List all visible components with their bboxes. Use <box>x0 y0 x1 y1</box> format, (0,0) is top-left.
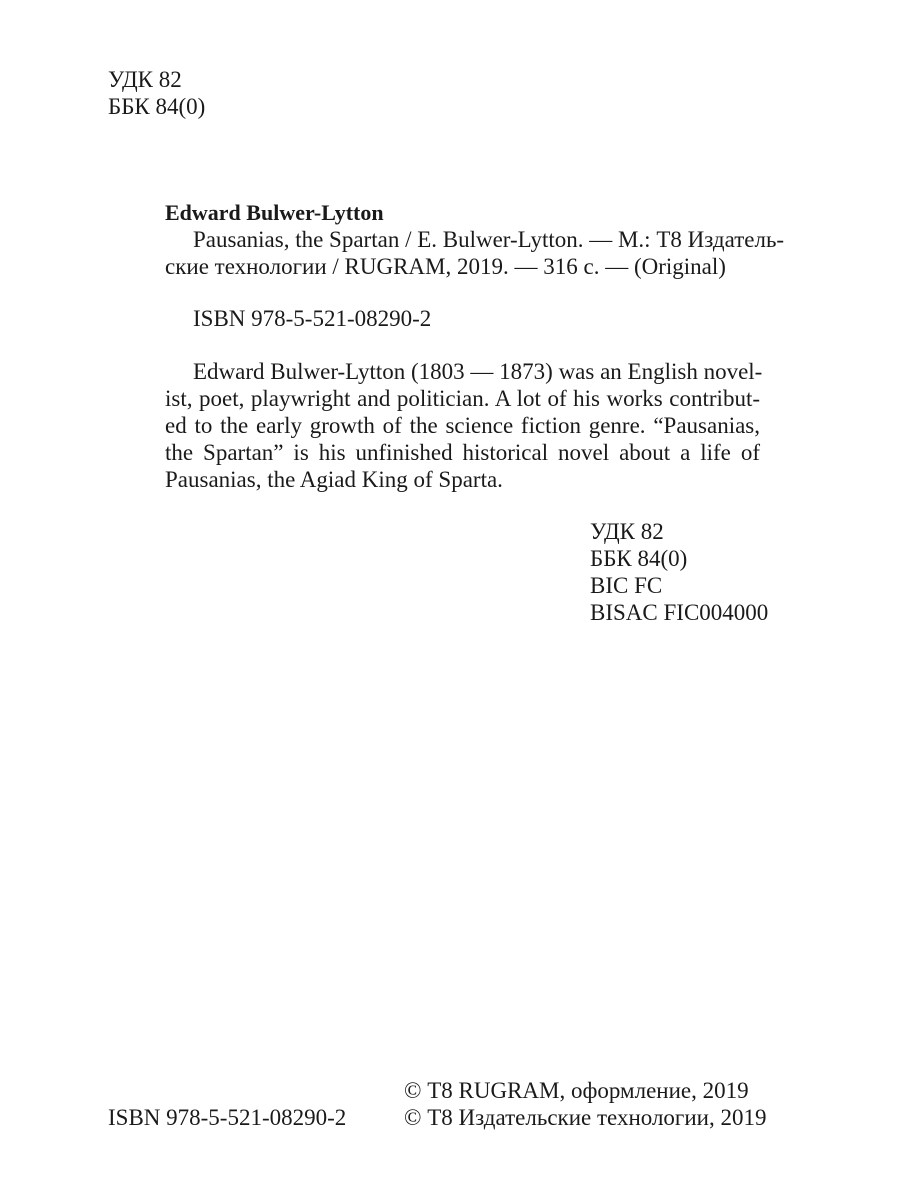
udk-code: УДК 82 <box>590 519 664 544</box>
copyright-design: © Т8 RUGRAM, оформление, 2019 <box>404 1078 749 1103</box>
annotation-line: Pausanias, the Agiad King of Sparta. <box>165 467 503 492</box>
top-classification-codes <box>108 66 205 120</box>
bibliographic-record <box>165 199 785 280</box>
annotation-line: Edward Bulwer-Lytton (1803 — 1873) was an English novel- <box>193 359 763 384</box>
bbk-code: ББК 84(0) <box>590 546 688 571</box>
bibliographic-line: ские технологии / RUGRAM, 2019. — 316 с. — (Original) <box>165 254 726 279</box>
annotation-line: ed to the early growth of the science fiction genre. “Pausanias, <box>165 413 760 438</box>
copyright-publisher: © Т8 Издательские технологии, 2019 <box>404 1105 767 1130</box>
copyright-notices <box>404 1077 767 1131</box>
author-name: Edward Bulwer-Lytton <box>165 200 384 225</box>
bic-code: BIC FC <box>590 573 663 598</box>
isbn-number: ISBN 978-5-521-08290-2 <box>108 1105 347 1130</box>
bbk-code: ББК 84(0) <box>108 94 206 119</box>
udk-code: УДК 82 <box>108 67 182 92</box>
bibliographic-line: Pausanias, the Spartan / E. Bulwer-Lytton. — М.: Т8 Издатель- <box>193 227 785 252</box>
annotation-paragraph <box>165 358 763 493</box>
footer-isbn <box>108 1104 346 1131</box>
bisac-code: BISAC FIC004000 <box>590 600 769 625</box>
annotation-line: ist, poet, playwright and politician. A lot of his works contribut- <box>165 386 760 411</box>
isbn-line <box>193 305 431 332</box>
right-classification-codes <box>590 518 768 626</box>
annotation-line: the Spartan” is his unfinished historical novel about a life of <box>165 440 760 465</box>
isbn-number: ISBN 978-5-521-08290-2 <box>193 306 432 331</box>
